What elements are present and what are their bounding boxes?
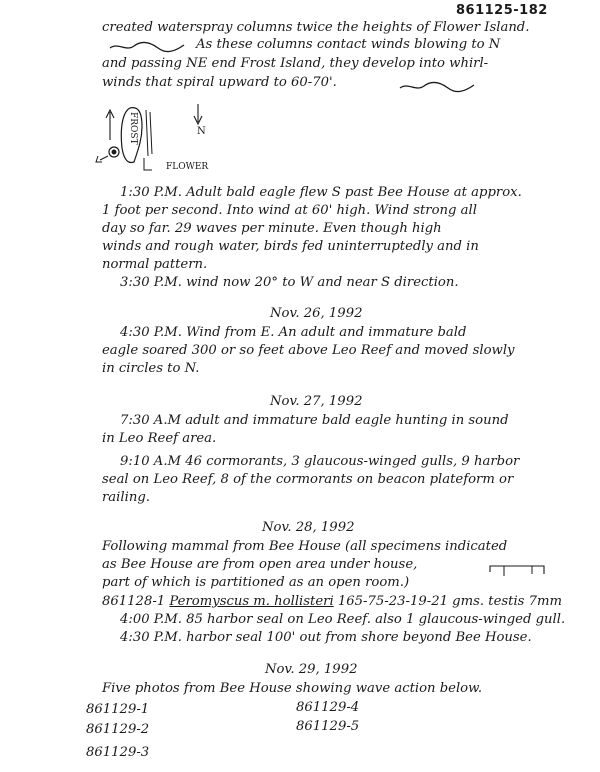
- strikeout-scribble: [108, 40, 188, 54]
- nov28-400: 4:00 P.M. 85 harbor seal on Leo Reef. also 1 glaucous-winged gull.: [120, 612, 566, 627]
- intro-line-1: created waterspray columns twice the heights of Flower Island.: [102, 20, 530, 35]
- nov26-line-2: eagle soared 300 or so feet above Leo Reef and moved slowly: [102, 343, 515, 358]
- nov27-910-line-3: railing.: [102, 490, 150, 505]
- photo-4: 861129-4: [296, 700, 360, 715]
- specimen-number: 861128-1: [102, 594, 166, 609]
- entry-130-line-3: day so far. 29 waves per minute. Even though high: [102, 221, 442, 236]
- photo-5: 861129-5: [296, 719, 360, 734]
- specimen-line: [102, 594, 562, 610]
- entry-130-line-2: 1 foot per second. Into wind at 60' high. Wind strong all: [102, 203, 477, 218]
- nov27-730-line-2: in Leo Reef area.: [102, 431, 217, 446]
- strikeout-scribble-2: [398, 80, 478, 94]
- intro-line-2: As these columns contact winds blowing to N: [196, 37, 501, 52]
- date-nov-28: Nov. 28, 1992: [262, 520, 355, 535]
- nov28-line-2: as Bee House are from open area under house,: [102, 557, 418, 572]
- intro-line-4: winds that spiral upward to 60-70'.: [102, 75, 337, 90]
- specimen-species: Peromyscus m. hollisteri: [169, 594, 334, 609]
- date-nov-27: Nov. 27, 1992: [270, 394, 363, 409]
- date-nov-26: Nov. 26, 1992: [270, 306, 363, 321]
- room-sketch: [488, 560, 548, 584]
- nov27-910-line-2: seal on Leo Reef, 8 of the cormorants on beacon plateform or: [102, 472, 514, 487]
- specimen-measurements: 165-75-23-19-21 gms. testis 7mm: [337, 594, 563, 609]
- photo-3: 861129-3: [86, 745, 150, 760]
- entry-130-line-1: 1:30 P.M. Adult bald eagle flew S past Bee House at approx.: [120, 185, 522, 200]
- nov28-line-1: Following mammal from Bee House (all specimens indicated: [102, 539, 508, 554]
- entry-130-line-4: winds and rough water, birds fed uninterruptedly and in: [102, 239, 479, 254]
- frost-label: FROST: [128, 112, 138, 145]
- flower-label: FLOWER: [166, 162, 209, 172]
- nov27-730-line-1: 7:30 A.M adult and immature bald eagle hunting in sound: [120, 413, 509, 428]
- nov26-line-1: 4:30 P.M. Wind from E. An adult and immature bald: [120, 325, 467, 340]
- photo-1: 861129-1: [86, 702, 150, 717]
- date-nov-29: Nov. 29, 1992: [265, 662, 358, 677]
- nov28-line-3: part of which is partitioned as an open room.): [102, 575, 410, 590]
- intro-line-3: and passing NE end Frost Island, they develop into whirl-: [102, 56, 489, 71]
- nov26-line-3: in circles to N.: [102, 361, 200, 376]
- north-label: N: [197, 126, 206, 137]
- nov27-910-line-1: 9:10 A.M 46 cormorants, 3 glaucous-winged gulls, 9 harbor: [120, 454, 520, 469]
- photo-2: 861129-2: [86, 722, 150, 737]
- nov28-430: 4:30 P.M. harbor seal 100' out from shore beyond Bee House.: [120, 630, 532, 645]
- entry-330: 3:30 P.M. wind now 20° to W and near S direction.: [120, 275, 459, 290]
- entry-130-line-5: normal pattern.: [102, 257, 208, 272]
- nov29-intro: Five photos from Bee House showing wave action below.: [102, 681, 483, 696]
- page-number: 861125-182: [456, 3, 548, 18]
